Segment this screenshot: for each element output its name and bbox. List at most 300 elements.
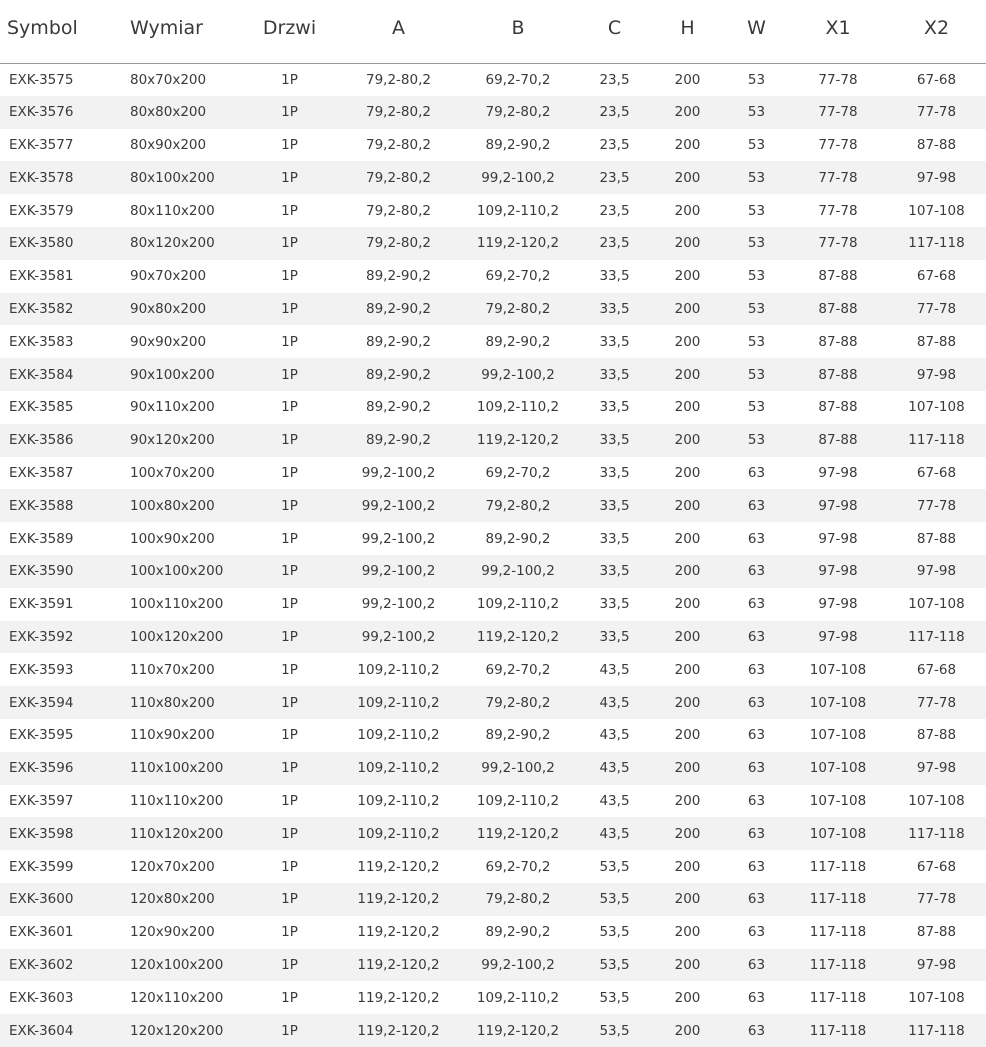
- cell-wymiar: 80x90x200: [130, 136, 207, 153]
- cell-drzwi: 1P: [281, 202, 298, 219]
- cell-x1: 117-118: [809, 956, 867, 973]
- cell-drzwi: 1P: [281, 563, 298, 580]
- cell-symbol: EXK-3580: [9, 235, 74, 252]
- cell-x2: 107-108: [908, 989, 965, 1006]
- cell-x1: 77-78: [818, 136, 858, 153]
- cell-a: 99,2-100,2: [361, 464, 436, 481]
- table-row: [0, 785, 986, 818]
- table-row: [0, 949, 986, 982]
- cell-w: 53: [747, 104, 766, 121]
- cell-a: 99,2-100,2: [361, 497, 436, 514]
- table-row: [0, 981, 986, 1014]
- cell-a: 109,2-110,2: [357, 694, 440, 711]
- column-header-wymiar: Wymiar: [130, 17, 203, 40]
- cell-x2: 117-118: [908, 235, 965, 252]
- cell-w: 63: [747, 464, 766, 481]
- cell-w: 63: [747, 792, 766, 809]
- cell-c: 43,5: [599, 792, 630, 809]
- cell-symbol: EXK-3598: [9, 825, 74, 842]
- cell-drzwi: 1P: [281, 71, 298, 88]
- table-row: [0, 161, 986, 194]
- cell-drzwi: 1P: [281, 891, 298, 908]
- cell-c: 43,5: [599, 825, 630, 842]
- cell-w: 53: [747, 432, 766, 449]
- cell-a: 109,2-110,2: [357, 760, 440, 777]
- column-header-x2: X2: [923, 17, 950, 40]
- cell-x1: 87-88: [818, 333, 858, 350]
- cell-w: 53: [747, 235, 766, 252]
- cell-h: 200: [674, 333, 701, 350]
- cell-c: 23,5: [599, 169, 630, 186]
- cell-drzwi: 1P: [281, 760, 298, 777]
- cell-b: 119,2-120,2: [476, 628, 560, 645]
- cell-drzwi: 1P: [281, 661, 298, 678]
- table-row: [0, 391, 986, 424]
- cell-symbol: EXK-3597: [9, 792, 74, 809]
- cell-symbol: EXK-3577: [9, 136, 74, 153]
- cell-symbol: EXK-3595: [9, 727, 74, 744]
- table-row: [0, 621, 986, 654]
- cell-a: 99,2-100,2: [361, 596, 436, 613]
- cell-w: 63: [747, 760, 766, 777]
- cell-x1: 87-88: [818, 399, 858, 416]
- cell-x1: 87-88: [818, 366, 858, 383]
- cell-b: 89,2-90,2: [485, 727, 551, 744]
- table-row: [0, 227, 986, 260]
- cell-w: 63: [747, 891, 766, 908]
- table-row: [0, 194, 986, 227]
- cell-w: 63: [747, 497, 766, 514]
- cell-x2: 67-68: [916, 71, 957, 88]
- table-row: [0, 522, 986, 555]
- cell-symbol: EXK-3581: [9, 268, 74, 285]
- cell-w: 53: [747, 300, 766, 317]
- cell-c: 33,5: [599, 563, 630, 580]
- cell-b: 79,2-80,2: [485, 891, 551, 908]
- cell-b: 69,2-70,2: [485, 464, 551, 481]
- cell-symbol: EXK-3575: [9, 71, 74, 88]
- cell-x1: 107-108: [809, 727, 867, 744]
- cell-a: 79,2-80,2: [366, 235, 431, 252]
- cell-b: 119,2-120,2: [476, 432, 560, 449]
- cell-b: 69,2-70,2: [485, 661, 551, 678]
- cell-x2: 87-88: [916, 924, 957, 941]
- cell-a: 109,2-110,2: [357, 727, 440, 744]
- table-row: [0, 916, 986, 949]
- cell-b: 79,2-80,2: [485, 694, 551, 711]
- cell-x2: 67-68: [916, 268, 957, 285]
- cell-h: 200: [674, 727, 701, 744]
- cell-x2: 77-78: [916, 497, 957, 514]
- cell-w: 63: [747, 1022, 766, 1039]
- cell-w: 53: [747, 366, 766, 383]
- cell-drzwi: 1P: [281, 235, 298, 252]
- cell-c: 33,5: [599, 333, 630, 350]
- cell-drzwi: 1P: [281, 825, 298, 842]
- cell-a: 89,2-90,2: [366, 432, 431, 449]
- cell-a: 89,2-90,2: [366, 333, 431, 350]
- cell-c: 33,5: [599, 268, 630, 285]
- column-header-h: H: [680, 17, 695, 40]
- cell-wymiar: 90x70x200: [130, 268, 207, 285]
- cell-w: 53: [747, 268, 766, 285]
- table-header: [0, 0, 986, 63]
- cell-drzwi: 1P: [281, 858, 298, 875]
- cell-x2: 67-68: [916, 661, 957, 678]
- cell-symbol: EXK-3578: [9, 169, 74, 186]
- cell-a: 119,2-120,2: [357, 858, 440, 875]
- cell-x1: 117-118: [809, 891, 867, 908]
- table-row: [0, 719, 986, 752]
- cell-c: 33,5: [599, 300, 630, 317]
- cell-h: 200: [674, 464, 701, 481]
- table-row: [0, 63, 986, 96]
- column-header-symbol: Symbol: [7, 17, 78, 40]
- cell-drzwi: 1P: [281, 432, 298, 449]
- cell-x2: 77-78: [916, 300, 957, 317]
- column-header-c: C: [607, 17, 622, 40]
- cell-c: 53,5: [599, 858, 630, 875]
- cell-x2: 67-68: [916, 464, 957, 481]
- cell-b: 119,2-120,2: [476, 825, 560, 842]
- cell-x1: 77-78: [818, 202, 858, 219]
- column-header-x1: X1: [825, 17, 851, 40]
- header-row: [0, 0, 986, 63]
- cell-b: 99,2-100,2: [481, 956, 555, 973]
- cell-x2: 77-78: [916, 694, 957, 711]
- cell-c: 33,5: [599, 596, 630, 613]
- cell-c: 53,5: [599, 989, 630, 1006]
- cell-drzwi: 1P: [281, 366, 298, 383]
- cell-symbol: EXK-3592: [9, 628, 74, 645]
- cell-h: 200: [674, 432, 701, 449]
- cell-h: 200: [674, 235, 701, 252]
- cell-c: 23,5: [599, 136, 630, 153]
- cell-x2: 87-88: [916, 333, 957, 350]
- cell-x2: 107-108: [908, 792, 965, 809]
- cell-h: 200: [674, 924, 701, 941]
- cell-a: 119,2-120,2: [357, 989, 440, 1006]
- cell-w: 53: [747, 333, 766, 350]
- cell-x2: 87-88: [916, 727, 957, 744]
- cell-b: 89,2-90,2: [485, 333, 551, 350]
- cell-h: 200: [674, 497, 701, 514]
- cell-c: 33,5: [599, 399, 630, 416]
- cell-x2: 107-108: [908, 596, 965, 613]
- cell-drzwi: 1P: [281, 596, 298, 613]
- cell-b: 109,2-110,2: [476, 399, 560, 416]
- cell-x2: 97-98: [916, 169, 957, 186]
- cell-wymiar: 120x80x200: [130, 891, 215, 908]
- cell-h: 200: [674, 891, 701, 908]
- cell-w: 63: [747, 924, 766, 941]
- cell-wymiar: 100x70x200: [130, 464, 215, 481]
- cell-wymiar: 100x80x200: [130, 497, 215, 514]
- cell-a: 99,2-100,2: [361, 530, 436, 547]
- cell-b: 99,2-100,2: [481, 169, 555, 186]
- cell-symbol: EXK-3576: [9, 104, 74, 121]
- table-row: [0, 850, 986, 883]
- cell-x1: 107-108: [809, 760, 867, 777]
- table-row: [0, 555, 986, 588]
- cell-c: 33,5: [599, 628, 630, 645]
- cell-wymiar: 100x110x200: [130, 596, 224, 613]
- cell-h: 200: [674, 792, 701, 809]
- cell-b: 79,2-80,2: [485, 497, 551, 514]
- column-header-drzwi: Drzwi: [262, 17, 317, 40]
- cell-c: 53,5: [599, 924, 630, 941]
- cell-drzwi: 1P: [281, 497, 298, 514]
- cell-b: 89,2-90,2: [485, 924, 551, 941]
- table-row: [0, 489, 986, 522]
- cell-drzwi: 1P: [281, 530, 298, 547]
- cell-h: 200: [674, 268, 701, 285]
- table-body: [0, 63, 986, 1047]
- cell-h: 200: [674, 596, 701, 613]
- cell-h: 200: [674, 989, 701, 1006]
- cell-x1: 117-118: [809, 924, 867, 941]
- cell-c: 43,5: [599, 727, 630, 744]
- cell-wymiar: 90x120x200: [130, 432, 215, 449]
- column-header-w: W: [747, 17, 766, 40]
- cell-x1: 87-88: [818, 432, 858, 449]
- table-row: [0, 96, 986, 129]
- cell-x2: 87-88: [916, 136, 957, 153]
- table-row: [0, 883, 986, 916]
- cell-w: 53: [747, 202, 766, 219]
- cell-x1: 77-78: [818, 169, 858, 186]
- cell-a: 89,2-90,2: [366, 300, 431, 317]
- cell-b: 99,2-100,2: [481, 760, 555, 777]
- cell-symbol: EXK-3586: [9, 432, 74, 449]
- cell-wymiar: 110x100x200: [130, 760, 224, 777]
- cell-x2: 97-98: [916, 760, 957, 777]
- cell-b: 109,2-110,2: [476, 792, 560, 809]
- cell-symbol: EXK-3579: [9, 202, 74, 219]
- cell-wymiar: 90x100x200: [130, 366, 215, 383]
- cell-x1: 117-118: [809, 858, 867, 875]
- cell-symbol: EXK-3600: [9, 891, 74, 908]
- cell-a: 79,2-80,2: [366, 71, 431, 88]
- cell-drzwi: 1P: [281, 104, 298, 121]
- cell-a: 99,2-100,2: [361, 563, 436, 580]
- cell-w: 63: [747, 563, 766, 580]
- cell-b: 89,2-90,2: [485, 530, 551, 547]
- cell-a: 109,2-110,2: [357, 825, 440, 842]
- cell-h: 200: [674, 1022, 701, 1039]
- cell-c: 33,5: [599, 530, 630, 547]
- cell-x1: 97-98: [818, 464, 858, 481]
- cell-symbol: EXK-3599: [9, 858, 74, 875]
- cell-a: 119,2-120,2: [357, 891, 440, 908]
- cell-c: 33,5: [599, 464, 630, 481]
- cell-a: 109,2-110,2: [357, 792, 440, 809]
- cell-drzwi: 1P: [281, 268, 298, 285]
- cell-w: 63: [747, 628, 766, 645]
- cell-b: 109,2-110,2: [476, 596, 560, 613]
- cell-x2: 107-108: [908, 202, 965, 219]
- cell-a: 119,2-120,2: [357, 924, 440, 941]
- cell-x2: 97-98: [916, 563, 957, 580]
- cell-x2: 97-98: [916, 956, 957, 973]
- cell-drzwi: 1P: [281, 333, 298, 350]
- cell-a: 119,2-120,2: [357, 956, 440, 973]
- cell-h: 200: [674, 399, 701, 416]
- cell-x1: 107-108: [809, 694, 867, 711]
- cell-c: 43,5: [599, 694, 630, 711]
- table-row: [0, 129, 986, 162]
- cell-a: 79,2-80,2: [366, 169, 431, 186]
- cell-a: 99,2-100,2: [361, 628, 436, 645]
- cell-wymiar: 110x90x200: [130, 727, 215, 744]
- cell-symbol: EXK-3589: [9, 530, 74, 547]
- cell-wymiar: 90x80x200: [130, 300, 207, 317]
- cell-c: 43,5: [599, 760, 630, 777]
- cell-x1: 117-118: [809, 989, 867, 1006]
- cell-wymiar: 90x110x200: [130, 399, 215, 416]
- table-row: [0, 325, 986, 358]
- cell-x1: 87-88: [818, 300, 858, 317]
- cell-x2: 117-118: [908, 1022, 965, 1039]
- cell-h: 200: [674, 694, 701, 711]
- cell-wymiar: 80x100x200: [130, 169, 215, 186]
- cell-wymiar: 120x70x200: [130, 858, 215, 875]
- cell-w: 63: [747, 956, 766, 973]
- cell-c: 23,5: [599, 235, 630, 252]
- cell-wymiar: 80x70x200: [130, 71, 207, 88]
- cell-drzwi: 1P: [281, 464, 298, 481]
- cell-a: 109,2-110,2: [357, 661, 440, 678]
- cell-wymiar: 120x90x200: [130, 924, 215, 941]
- cell-drzwi: 1P: [281, 924, 298, 941]
- cell-b: 109,2-110,2: [476, 202, 560, 219]
- cell-wymiar: 110x120x200: [130, 825, 224, 842]
- cell-h: 200: [674, 104, 701, 121]
- cell-w: 53: [747, 71, 766, 88]
- cell-x1: 97-98: [818, 628, 858, 645]
- table-row: [0, 424, 986, 457]
- cell-symbol: EXK-3604: [9, 1022, 74, 1039]
- cell-x1: 77-78: [818, 104, 858, 121]
- cell-h: 200: [674, 300, 701, 317]
- cell-symbol: EXK-3591: [9, 596, 74, 613]
- cell-drzwi: 1P: [281, 1022, 298, 1039]
- cell-drzwi: 1P: [281, 300, 298, 317]
- cell-b: 89,2-90,2: [485, 136, 551, 153]
- cell-h: 200: [674, 628, 701, 645]
- cell-w: 63: [747, 596, 766, 613]
- cell-x1: 107-108: [809, 825, 867, 842]
- cell-h: 200: [674, 136, 701, 153]
- table-row: [0, 260, 986, 293]
- cell-c: 23,5: [599, 71, 630, 88]
- table-row: [0, 358, 986, 391]
- cell-b: 109,2-110,2: [476, 989, 560, 1006]
- cell-x2: 117-118: [908, 825, 965, 842]
- cell-wymiar: 120x110x200: [130, 989, 224, 1006]
- cell-h: 200: [674, 858, 701, 875]
- cell-x1: 77-78: [818, 71, 858, 88]
- cell-b: 79,2-80,2: [485, 104, 551, 121]
- table-row: [0, 457, 986, 490]
- cell-c: 33,5: [599, 497, 630, 514]
- cell-drzwi: 1P: [281, 628, 298, 645]
- table-row: [0, 653, 986, 686]
- column-header-a: A: [392, 17, 405, 40]
- cell-symbol: EXK-3587: [9, 464, 74, 481]
- cell-x1: 97-98: [818, 563, 858, 580]
- cell-h: 200: [674, 366, 701, 383]
- cell-x2: 117-118: [908, 628, 965, 645]
- cell-drzwi: 1P: [281, 792, 298, 809]
- cell-wymiar: 100x120x200: [130, 628, 224, 645]
- cell-x2: 87-88: [916, 530, 957, 547]
- cell-drzwi: 1P: [281, 989, 298, 1006]
- cell-b: 69,2-70,2: [485, 858, 551, 875]
- cell-x2: 117-118: [908, 432, 965, 449]
- cell-wymiar: 110x70x200: [130, 661, 215, 678]
- table-row: [0, 817, 986, 850]
- cell-c: 23,5: [599, 202, 630, 219]
- cell-c: 53,5: [599, 956, 630, 973]
- cell-a: 89,2-90,2: [366, 366, 431, 383]
- cell-x1: 97-98: [818, 497, 858, 514]
- cell-x2: 67-68: [916, 858, 957, 875]
- cell-symbol: EXK-3603: [9, 989, 74, 1006]
- cell-x1: 77-78: [818, 235, 858, 252]
- cell-w: 63: [747, 858, 766, 875]
- cell-h: 200: [674, 169, 701, 186]
- cell-w: 53: [747, 399, 766, 416]
- cell-wymiar: 100x90x200: [130, 530, 215, 547]
- cell-b: 79,2-80,2: [485, 300, 551, 317]
- cell-x1: 87-88: [818, 268, 858, 285]
- cell-drzwi: 1P: [281, 169, 298, 186]
- cell-w: 63: [747, 661, 766, 678]
- cell-x2: 97-98: [916, 366, 957, 383]
- cell-symbol: EXK-3602: [9, 956, 74, 973]
- cell-symbol: EXK-3601: [9, 924, 74, 941]
- cell-w: 63: [747, 727, 766, 744]
- cell-b: 69,2-70,2: [485, 268, 551, 285]
- cell-drzwi: 1P: [281, 727, 298, 744]
- cell-drzwi: 1P: [281, 956, 298, 973]
- cell-x2: 77-78: [916, 104, 957, 121]
- cell-wymiar: 110x110x200: [130, 792, 224, 809]
- cell-c: 43,5: [599, 661, 630, 678]
- cell-h: 200: [674, 202, 701, 219]
- column-header-b: B: [511, 17, 525, 40]
- cell-wymiar: 110x80x200: [130, 694, 215, 711]
- cell-symbol: EXK-3593: [9, 661, 74, 678]
- cell-wymiar: 100x100x200: [130, 563, 224, 580]
- cell-b: 119,2-120,2: [476, 235, 560, 252]
- cell-drzwi: 1P: [281, 136, 298, 153]
- cell-h: 200: [674, 661, 701, 678]
- cell-x1: 117-118: [809, 1022, 867, 1039]
- cell-b: 119,2-120,2: [476, 1022, 560, 1039]
- cell-x1: 97-98: [818, 530, 858, 547]
- cell-h: 200: [674, 71, 701, 88]
- cell-x1: 97-98: [818, 596, 858, 613]
- cell-c: 23,5: [599, 104, 630, 121]
- cell-symbol: EXK-3582: [9, 300, 74, 317]
- cell-c: 33,5: [599, 432, 630, 449]
- cell-c: 53,5: [599, 1022, 630, 1039]
- cell-a: 79,2-80,2: [366, 202, 431, 219]
- cell-symbol: EXK-3583: [9, 333, 74, 350]
- cell-drzwi: 1P: [281, 399, 298, 416]
